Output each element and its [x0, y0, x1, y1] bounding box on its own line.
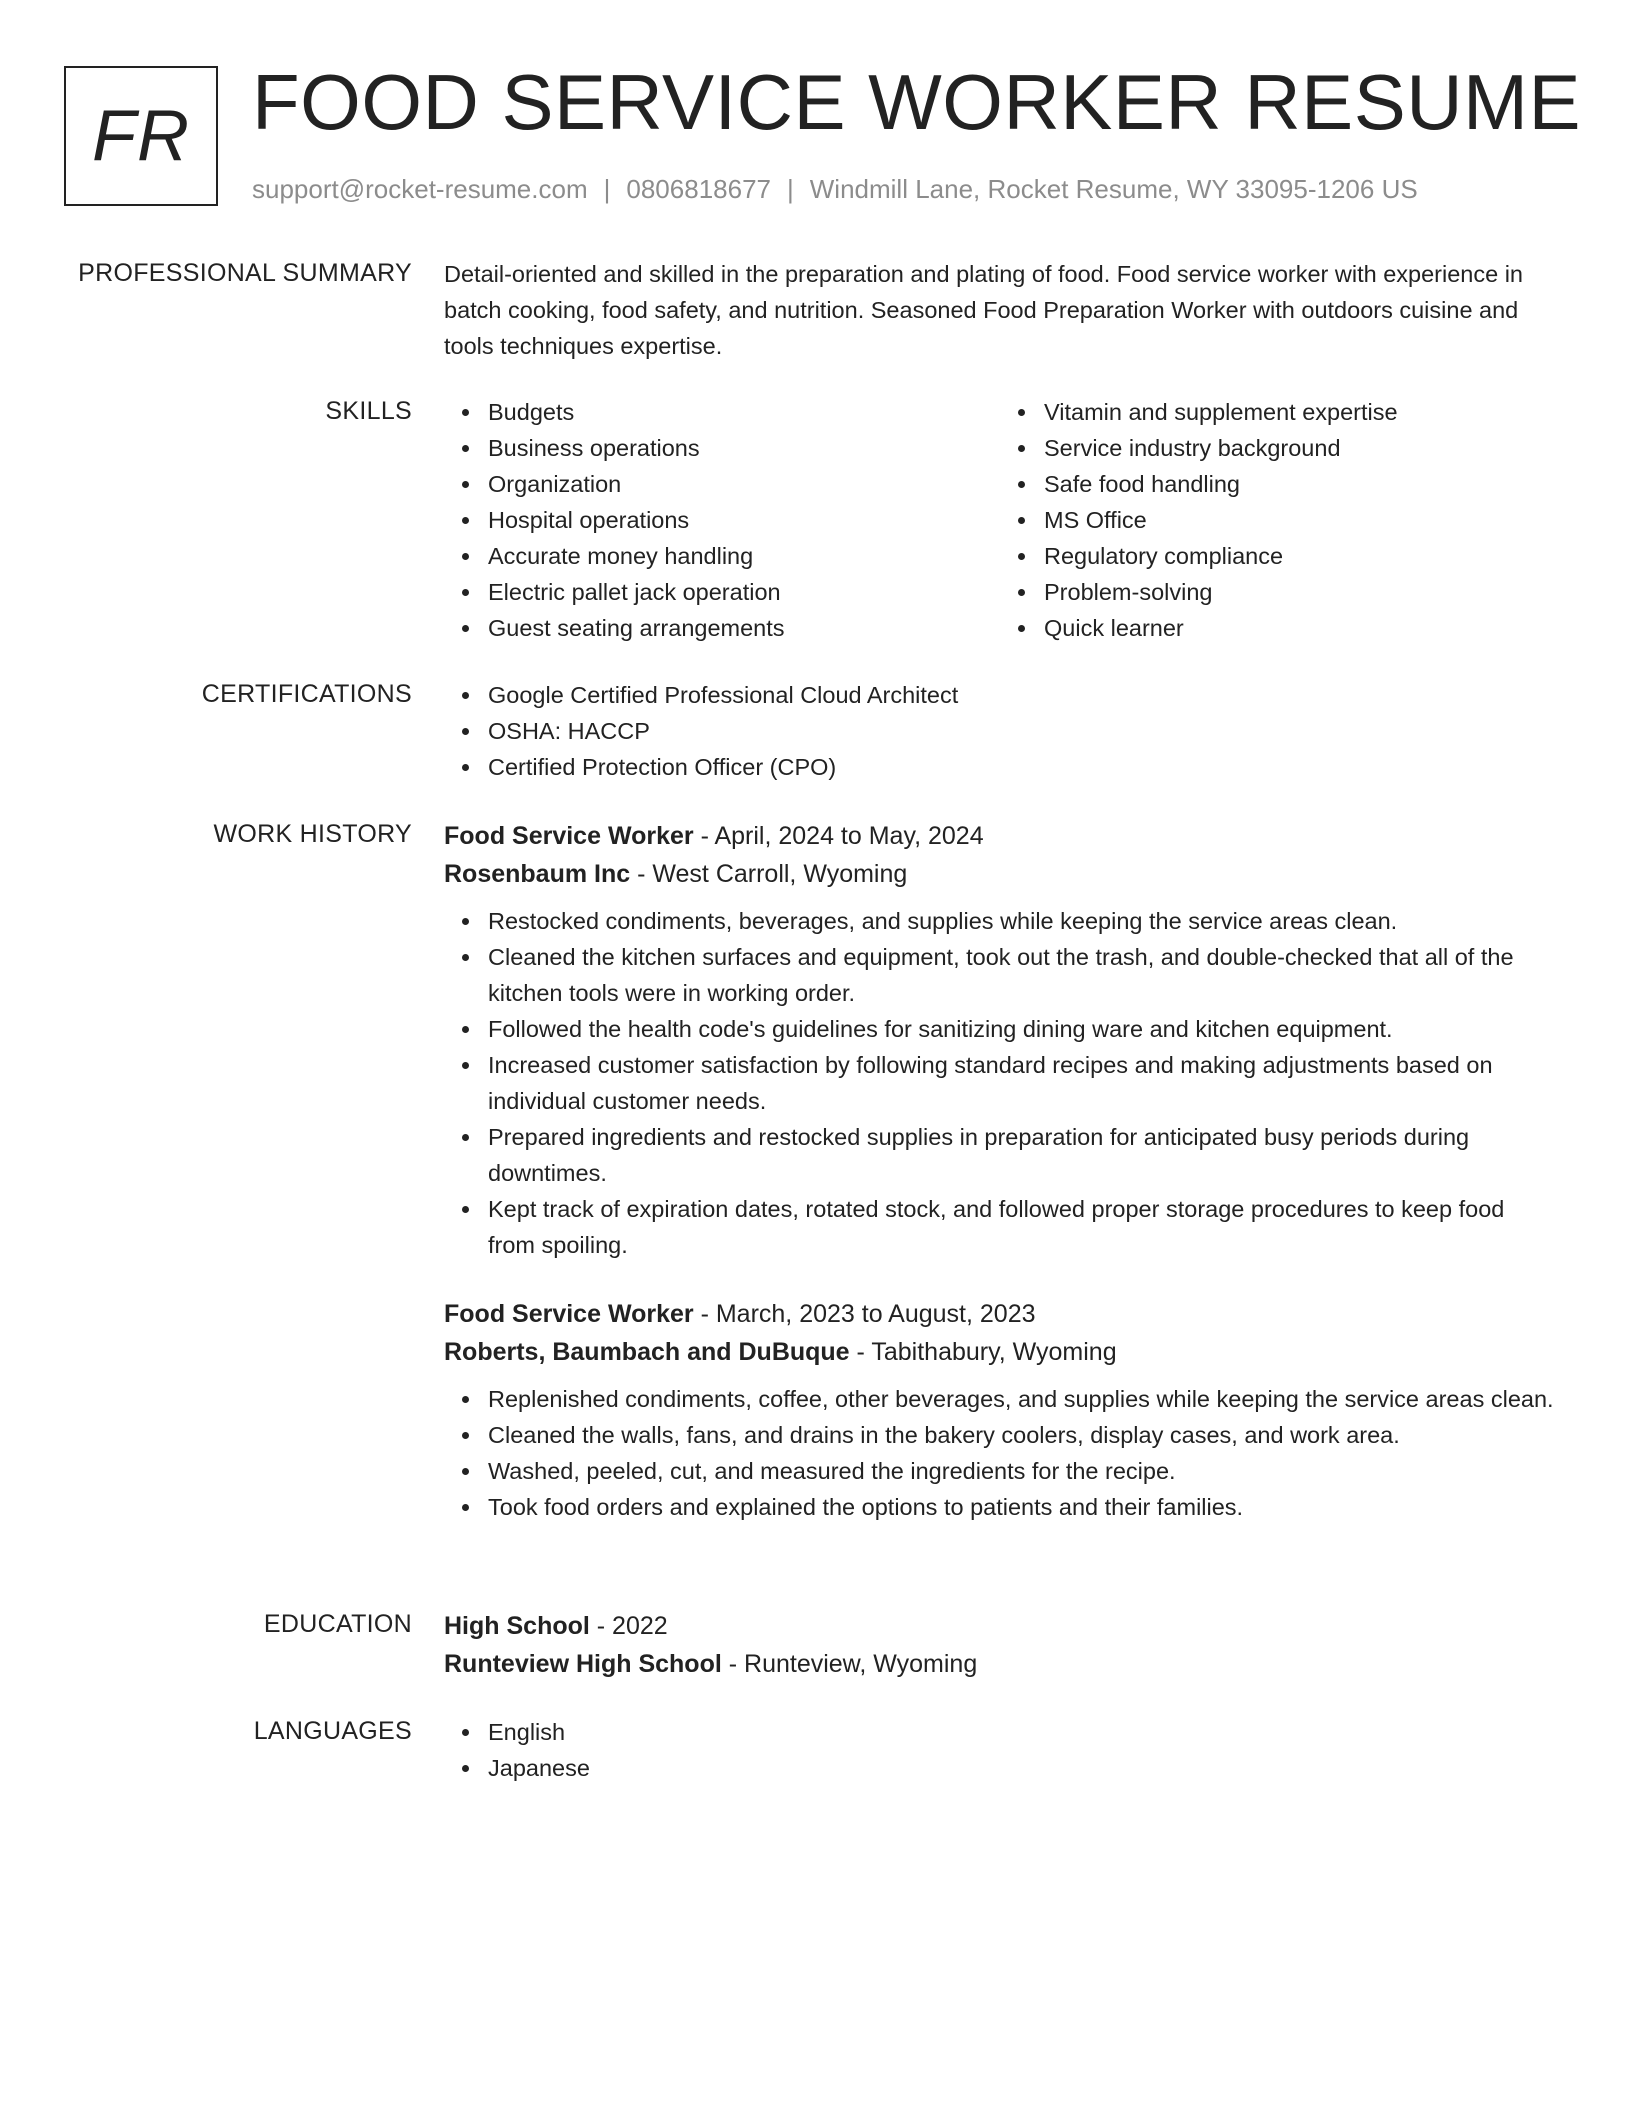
- skill-item: Hospital operations: [488, 502, 1000, 538]
- job-bullet: Replenished condiments, coffee, other beverages, and supplies while keeping the service areas clean.: [488, 1381, 1556, 1417]
- skill-item: Electric pallet jack operation: [488, 574, 1000, 610]
- job-bullet: Washed, peeled, cut, and measured the ingredients for the recipe.: [488, 1453, 1556, 1489]
- section-heading-certifications: CERTIFICATIONS: [201, 680, 412, 708]
- education-degree-line: [444, 1607, 1556, 1645]
- job-title-line: [444, 817, 1556, 855]
- skill-item: Organization: [488, 466, 1000, 502]
- job-company-line: [444, 1333, 1556, 1371]
- page-title: FOOD SERVICE WORKER RESUME: [252, 58, 1582, 146]
- job-entry: [444, 817, 1556, 1263]
- skill-item: Business operations: [488, 430, 1000, 466]
- job-bullets: [444, 1381, 1556, 1525]
- job-bullet: Cleaned the kitchen surfaces and equipment, took out the trash, and double-checked that all of the kitchen tools were in working order.: [488, 939, 1556, 1011]
- job-company: Rosenbaum Inc: [444, 860, 631, 888]
- section-heading-work-history: WORK HISTORY: [213, 820, 412, 848]
- certification-item: Certified Protection Officer (CPO): [488, 749, 1556, 785]
- skills-list-left: [444, 394, 1000, 646]
- work-history-body: [444, 817, 1556, 1525]
- job-location: - West Carroll, Wyoming: [630, 860, 908, 888]
- certification-item: Google Certified Professional Cloud Architect: [488, 677, 1556, 713]
- job-title: Food Service Worker: [444, 1300, 694, 1328]
- summary-body: [444, 256, 1556, 364]
- job-dates: - April, 2024 to May, 2024: [693, 822, 984, 850]
- skill-item: MS Office: [1044, 502, 1556, 538]
- language-item: English: [488, 1714, 1556, 1750]
- certifications-body: [444, 677, 1556, 785]
- skills-body: [444, 394, 1556, 646]
- section-heading-languages: LANGUAGES: [253, 1717, 412, 1745]
- language-item: Japanese: [488, 1750, 1556, 1786]
- skills-list-right: [1000, 394, 1556, 646]
- skill-item: Budgets: [488, 394, 1000, 430]
- education-year: - 2022: [589, 1612, 668, 1640]
- summary-text: Detail-oriented and skilled in the preparation and plating of food. Food service worker with experience in batch cooking, food safety, and nutrition. Seasoned Food Preparation Worker with outdoors cuisine and tools techniques expertise.: [444, 261, 1524, 359]
- section-heading-summary: PROFESSIONAL SUMMARY: [78, 259, 412, 287]
- languages-list: [444, 1714, 1556, 1786]
- contact-separator: |: [787, 174, 794, 204]
- job-bullet: Kept track of expiration dates, rotated stock, and followed proper storage procedures to keep food from spoiling.: [488, 1191, 1556, 1263]
- job-entry: [444, 1295, 1556, 1525]
- job-location: - Tabithabury, Wyoming: [849, 1338, 1117, 1366]
- skill-item: Vitamin and supplement expertise: [1044, 394, 1556, 430]
- skill-item: Accurate money handling: [488, 538, 1000, 574]
- email-link[interactable]: support@rocket-resume.com: [252, 174, 588, 204]
- job-bullets: [444, 903, 1556, 1263]
- skill-item: Regulatory compliance: [1044, 538, 1556, 574]
- skill-item: Quick learner: [1044, 610, 1556, 646]
- job-bullet: Cleaned the walls, fans, and drains in the bakery coolers, display cases, and work area.: [488, 1417, 1556, 1453]
- job-company: Roberts, Baumbach and DuBuque: [444, 1338, 850, 1366]
- skill-item: Problem-solving: [1044, 574, 1556, 610]
- monogram-initials: FR: [64, 66, 218, 206]
- contact-line: [252, 172, 1418, 206]
- job-company-line: [444, 855, 1556, 893]
- skill-item: Service industry background: [1044, 430, 1556, 466]
- education-location: - Runteview, Wyoming: [721, 1650, 978, 1678]
- languages-body: [444, 1714, 1556, 1786]
- skill-item: Safe food handling: [1044, 466, 1556, 502]
- job-dates: - March, 2023 to August, 2023: [693, 1300, 1036, 1328]
- job-title: Food Service Worker: [444, 822, 694, 850]
- certification-item: OSHA: HACCP: [488, 713, 1556, 749]
- education-school: Runteview High School: [444, 1650, 722, 1678]
- phone-number: 0806818677: [626, 174, 771, 204]
- job-bullet: Increased customer satisfaction by following standard recipes and making adjustments based on individual customer needs.: [488, 1047, 1556, 1119]
- education-body: [444, 1607, 1556, 1683]
- address: Windmill Lane, Rocket Resume, WY 33095-1206 US: [809, 174, 1418, 204]
- education-school-line: [444, 1645, 1556, 1683]
- section-heading-skills: SKILLS: [325, 397, 412, 425]
- contact-separator: |: [603, 174, 611, 204]
- job-bullet: Prepared ingredients and restocked supplies in preparation for anticipated busy periods during downtimes.: [488, 1119, 1556, 1191]
- certifications-list: [444, 677, 1556, 785]
- job-bullet: Took food orders and explained the options to patients and their families.: [488, 1489, 1556, 1525]
- education-degree: High School: [444, 1612, 590, 1640]
- job-title-line: [444, 1295, 1556, 1333]
- skill-item: Guest seating arrangements: [488, 610, 1000, 646]
- job-bullet: Restocked condiments, beverages, and supplies while keeping the service areas clean.: [488, 903, 1556, 939]
- section-heading-education: EDUCATION: [263, 1610, 412, 1638]
- job-bullet: Followed the health code's guidelines for sanitizing dining ware and kitchen equipment.: [488, 1011, 1556, 1047]
